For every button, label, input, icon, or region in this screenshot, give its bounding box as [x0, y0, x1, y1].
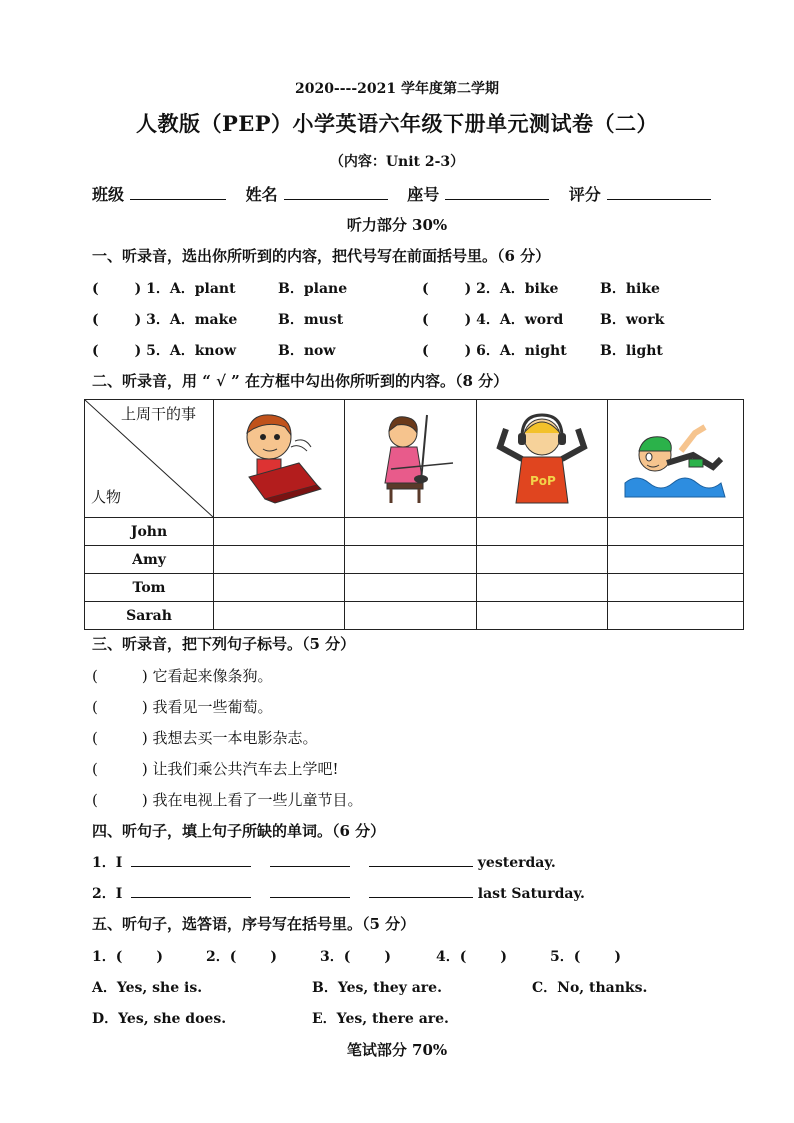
s3-item: ( ) 让我们乘公共汽车去上学吧! [92, 760, 339, 778]
s4-item-2: 2．I last Saturday. [92, 883, 585, 903]
check-box[interactable] [476, 602, 607, 630]
s5-blank-3: 3．( ) [320, 949, 391, 965]
s5-option-b: B．Yes, they are. [312, 980, 442, 996]
s1-item-1-b: B．plane [278, 281, 348, 297]
s5-blank-4: 4．( ) [436, 949, 507, 965]
seat-field[interactable] [445, 185, 549, 200]
shirt-pop-text: PoP [530, 473, 557, 488]
check-box[interactable] [214, 518, 345, 546]
class-label: 班级 [92, 185, 125, 204]
check-box[interactable] [345, 546, 476, 574]
section3-title: 三、听录音，把下列句子标号。（5 分） [92, 635, 356, 653]
seat-label: 座号 [407, 185, 440, 204]
s1-item-4-b: B．work [600, 312, 665, 328]
table-header-diagonal [85, 400, 214, 518]
boy-with-headphones-icon [492, 407, 592, 507]
written-part-heading: 笔试部分 70% [346, 1041, 448, 1059]
check-box[interactable] [214, 602, 345, 630]
s1-item-3: ( ) 3．A．make [92, 312, 238, 328]
check-box[interactable] [476, 574, 607, 602]
check-box[interactable] [214, 546, 345, 574]
girl-playing-erhu-icon [361, 407, 461, 507]
s5-option-e: E．Yes, there are. [312, 1011, 449, 1027]
score-label: 评分 [568, 185, 601, 204]
fill-blank[interactable] [369, 852, 473, 867]
check-box[interactable] [608, 546, 744, 574]
check-box[interactable] [608, 602, 744, 630]
s1-item-5: ( ) 5．A．know [92, 343, 236, 359]
table-row [85, 574, 744, 602]
s5-option-c: C．No, thanks. [532, 980, 648, 996]
check-box[interactable] [214, 574, 345, 602]
s3-item: ( ) 它看起来像条狗。 [92, 667, 273, 685]
table-row [85, 546, 744, 574]
student-info-row [92, 182, 725, 205]
page-title: 人教版（PEP）小学英语六年级下册单元测试卷（二） [135, 111, 659, 136]
check-box[interactable] [608, 518, 744, 546]
s3-item: ( ) 我想去买一本电影杂志。 [92, 729, 318, 747]
person-name: Sarah [85, 602, 214, 630]
person-name: John [85, 518, 214, 546]
activity-table [84, 399, 744, 630]
s1-item-2: ( ) 2．A．bike [422, 281, 559, 297]
s3-item: ( ) 我在电视上看了一些儿童节目。 [92, 791, 363, 809]
content-scope: （内容：Unit 2-3） [329, 154, 465, 170]
pic-erhu [345, 400, 476, 518]
pic-reading [214, 400, 345, 518]
check-box[interactable] [345, 518, 476, 546]
s5-blank-5: 5．( ) [550, 949, 621, 965]
s1-item-2-b: B．hike [600, 281, 660, 297]
pic-swimming [608, 400, 744, 518]
name-field[interactable] [284, 185, 388, 200]
section1-title: 一、听录音，选出你所听到的内容，把代号写在前面括号里。（6 分） [92, 247, 551, 265]
boy-swimming-icon [621, 407, 731, 507]
s1-item-1: ( ) 1．A．plant [92, 281, 236, 297]
pic-music [476, 400, 607, 518]
s1-item-6-b: B．light [600, 343, 663, 359]
listening-part-heading: 听力部分 30% [346, 216, 448, 234]
check-box[interactable] [345, 574, 476, 602]
s5-blank-1: 1．( ) [92, 949, 163, 965]
header-person-label: 人物 [91, 488, 122, 506]
boy-reading-book-icon [229, 407, 329, 507]
s5-blank-2: 2．( ) [206, 949, 277, 965]
section4-title: 四、听句子，填上句子所缺的单词。（6 分） [92, 822, 386, 840]
check-box[interactable] [476, 546, 607, 574]
s3-item: ( ) 我看见一些葡萄。 [92, 698, 273, 716]
section5-title: 五、听句子，选答语，序号写在括号里。（5 分） [92, 915, 416, 933]
check-box[interactable] [345, 602, 476, 630]
name-label: 姓名 [245, 185, 278, 204]
fill-blank[interactable] [131, 852, 251, 867]
header-activity-label: 上周干的事 [121, 405, 197, 423]
check-box[interactable] [476, 518, 607, 546]
s4-item-1: 1．I yesterday. [92, 852, 556, 872]
check-box[interactable] [608, 574, 744, 602]
s5-option-a: A．Yes, she is. [92, 980, 203, 996]
person-name: Amy [85, 546, 214, 574]
s5-option-d: D．Yes, she does. [92, 1011, 227, 1027]
fill-blank[interactable] [369, 883, 473, 898]
class-field[interactable] [130, 185, 226, 200]
school-year: 2020----2021 学年度第二学期 [294, 81, 500, 97]
table-row [85, 602, 744, 630]
section2-title: 二、听录音，用 “ √ ” 在方框中勾出你所听到的内容。（8 分） [92, 372, 509, 390]
fill-blank[interactable] [270, 883, 350, 898]
fill-blank[interactable] [131, 883, 251, 898]
s1-item-3-b: B．must [278, 312, 344, 328]
fill-blank[interactable] [270, 852, 350, 867]
person-name: Tom [85, 574, 214, 602]
s1-item-5-b: B．now [278, 343, 336, 359]
table-row [85, 518, 744, 546]
s1-item-4: ( ) 4．A．word [422, 312, 564, 328]
s1-item-6: ( ) 6．A．night [422, 343, 567, 359]
score-field[interactable] [607, 185, 711, 200]
